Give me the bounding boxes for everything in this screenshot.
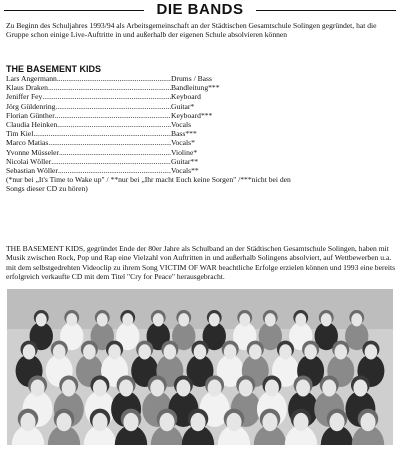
member-name: Jörg Güldenring bbox=[6, 101, 56, 111]
member-row bbox=[6, 120, 306, 129]
leader-dots bbox=[48, 138, 171, 147]
band-name: THE BASEMENT KIDS bbox=[6, 64, 102, 74]
member-role: Keyboard bbox=[171, 92, 201, 102]
band-group-photo bbox=[7, 289, 393, 445]
member-name: Yvonne Müsseler bbox=[6, 147, 60, 157]
header-rule-left bbox=[4, 10, 144, 11]
member-row bbox=[6, 83, 306, 92]
member-role: Guitar** bbox=[171, 156, 198, 166]
member-row bbox=[6, 129, 306, 138]
leader-dots bbox=[58, 166, 171, 175]
leader-dots bbox=[48, 83, 171, 92]
member-name: Marco Matias bbox=[6, 138, 49, 148]
leader-dots bbox=[57, 120, 171, 129]
leader-dots bbox=[55, 111, 171, 120]
page-header bbox=[0, 0, 400, 20]
member-row bbox=[6, 111, 306, 120]
member-name: Florian Günther bbox=[6, 110, 55, 120]
member-name: Tim Kiel bbox=[6, 129, 34, 139]
member-name: Jeniffer Fey bbox=[6, 92, 43, 102]
member-role: Vocals** bbox=[171, 166, 199, 176]
leader-dots bbox=[42, 92, 171, 101]
member-role: Drums / Bass bbox=[171, 74, 212, 83]
member-role: Bandleitung*** bbox=[171, 83, 220, 93]
member-name: Nicolai Wöller bbox=[6, 156, 52, 166]
member-row bbox=[6, 102, 306, 111]
leader-dots bbox=[51, 157, 171, 166]
member-row bbox=[6, 166, 306, 175]
leader-dots bbox=[33, 129, 171, 138]
member-role: Keyboard*** bbox=[171, 110, 213, 120]
member-role: Vocals bbox=[171, 120, 192, 130]
member-name: Lars Angermann bbox=[6, 74, 57, 83]
member-row bbox=[6, 92, 306, 101]
member-row bbox=[6, 138, 306, 147]
member-name: Claudia Heinken bbox=[6, 120, 58, 130]
band-description: THE BASEMENT KIDS, gegründet Ende der 80er Jahre als Schulband an der Städtischen Gesamtschule Solingen, haben mit Musik zwischen Rock, Pop und Rap eine Vielzahl von Auftritten in und außerhalb Solingens absolviert, auf Wettbewerben u.a. mit dem selbstgedrehten Videoclip zu ihrem Song VICTIM OF WAR beachtliche Erfolge erzielen können und 1993 eine bereits erfolgreich verkaufte CD mit dem Titel "Cry for Peace" herausgebracht. bbox=[6, 244, 396, 282]
member-role: Bass*** bbox=[171, 129, 197, 139]
member-footnote: (*nur bei „It's Time to Wake up" / **nur bei „Ihr macht Euch keine Sorgen" /***nicht bei den Songs dieser CD zu hören) bbox=[6, 175, 291, 194]
page-title: DIE BANDS bbox=[156, 1, 244, 18]
leader-dots bbox=[59, 148, 171, 157]
member-name: Sebastian Wöller bbox=[6, 166, 58, 176]
member-name: Klaus Draken bbox=[6, 83, 48, 93]
member-row bbox=[6, 74, 306, 83]
leader-dots bbox=[55, 102, 171, 111]
member-list bbox=[6, 74, 306, 194]
member-role: Violine* bbox=[171, 147, 198, 157]
member-row bbox=[6, 157, 306, 166]
member-role: Guitar* bbox=[171, 101, 195, 111]
header-rule-right bbox=[256, 10, 396, 11]
leader-dots bbox=[57, 74, 171, 83]
member-role: Vocals* bbox=[171, 138, 195, 148]
intro-paragraph: Zu Beginn des Schuljahres 1993/94 als Arbeitsgemeinschaft an der Städtischen Gesamtschule Solingen gegründet, hat die Gruppe schon einige Live-Auftritte in und außerhalb der eigenen Schule absolvieren können bbox=[6, 21, 377, 40]
group-photo-illustration bbox=[7, 289, 393, 445]
member-row bbox=[6, 148, 306, 157]
